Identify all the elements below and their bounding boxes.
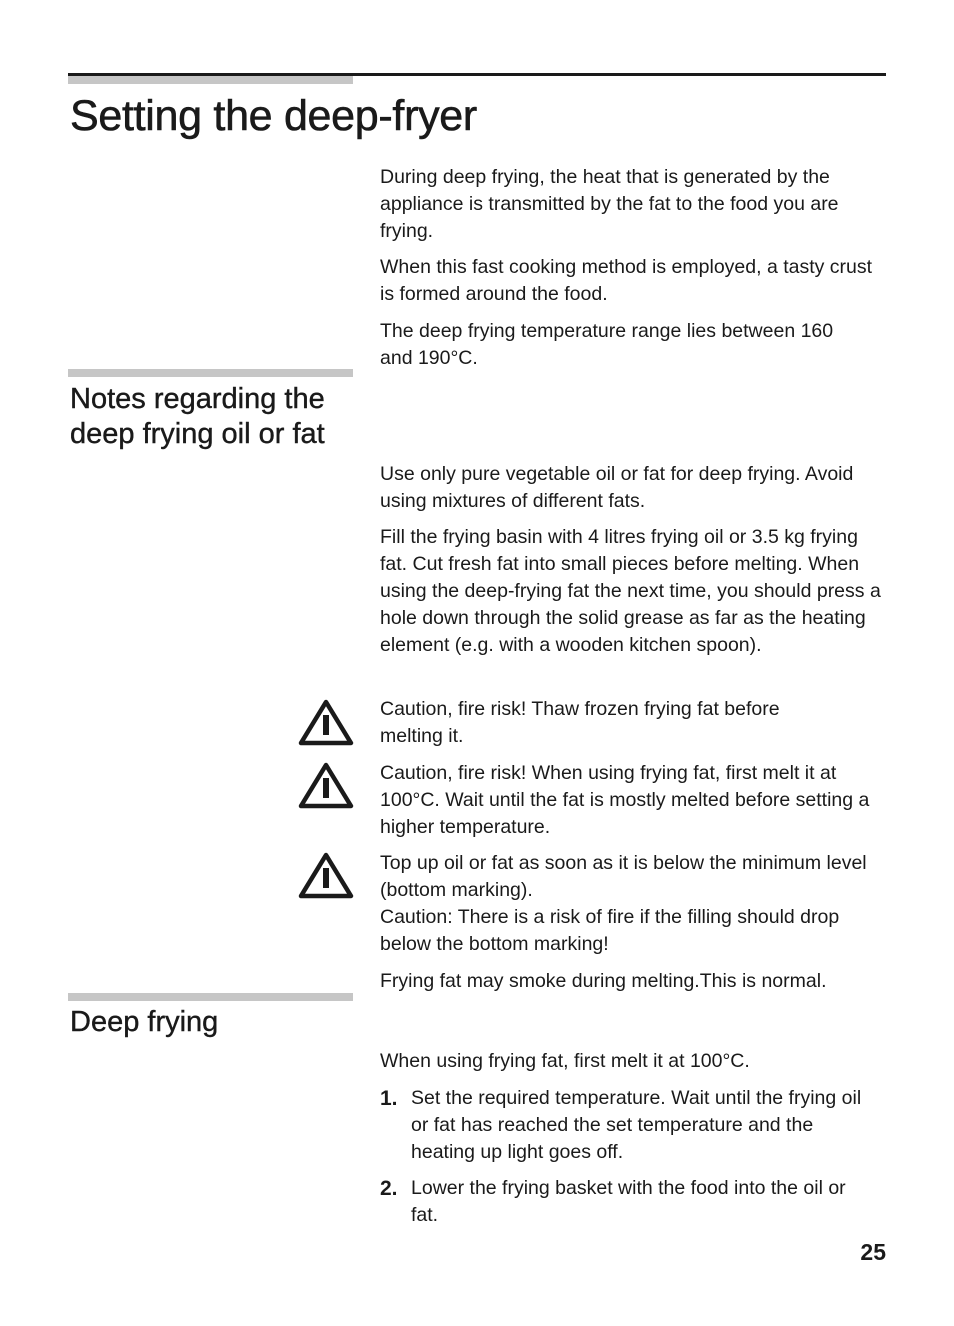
page-number: 25 xyxy=(860,1239,886,1265)
deep-frying-intro: When using frying fat, first melt it at 100°C. xyxy=(380,1050,750,1072)
intro-paragraph-1: During deep frying, the heat that is generated by the appliance is transmitted by the fat to the food you are frying. xyxy=(380,166,839,242)
title-gray-bar xyxy=(68,76,353,84)
step-number-1: 1. xyxy=(380,1087,398,1110)
step-number-2: 2. xyxy=(380,1177,398,1200)
notes-paragraph-3: Frying fat may smoke during melting.This is normal. xyxy=(380,970,827,992)
warning-triangle-icon xyxy=(298,698,354,746)
page-title: Setting the deep-fryer xyxy=(70,92,477,140)
warning-text-1: Caution, fire risk! Thaw frozen frying fat before melting it. xyxy=(380,698,780,747)
notes-section-bar xyxy=(68,369,353,377)
warning-text-3 xyxy=(380,850,890,958)
deep-frying-heading: Deep frying xyxy=(70,1006,219,1038)
notes-paragraph-2: Fill the frying basin with 4 litres frying oil or 3.5 kg frying fat. Cut fresh fat into small pieces before melting. When using the deep-frying fat the next time, you should press a hole down through the solid grease as far as the heating element (e.g. with a wooden kitchen spoon). xyxy=(380,526,881,656)
title-black-rule xyxy=(68,73,886,76)
notes-heading xyxy=(70,382,325,452)
notes-heading-line-2: deep frying oil or fat xyxy=(70,418,325,450)
warning-text-3-line-2: Caution: There is a risk of fire if the filling should drop below the bottom marking! xyxy=(380,906,840,955)
warning-text-3-line-1: Top up oil or fat as soon as it is below the minimum level (bottom marking). xyxy=(380,852,867,901)
warning-text-2: Caution, fire risk! When using frying fat, first melt it at 100°C. Wait until the fat is mostly melted before setting a higher temperature. xyxy=(380,762,870,838)
step-text-1: Set the required temperature. Wait until the frying oil or fat has reached the set temperature and the heating up light goes off. xyxy=(411,1087,862,1163)
warning-triangle-icon xyxy=(298,761,354,809)
notes-heading-line-1: Notes regarding the xyxy=(70,383,325,415)
warning-triangle-icon xyxy=(298,851,354,899)
intro-paragraph-3: The deep frying temperature range lies between 160 and 190°C. xyxy=(380,320,834,369)
step-text-2: Lower the frying basket with the food into the oil or fat. xyxy=(411,1177,846,1226)
intro-paragraph-2: When this fast cooking method is employed, a tasty crust is formed around the food. xyxy=(380,256,873,305)
notes-paragraph-1: Use only pure vegetable oil or fat for deep frying. Avoid using mixtures of different fats. xyxy=(380,463,854,512)
deep-frying-section-bar xyxy=(68,993,353,1001)
